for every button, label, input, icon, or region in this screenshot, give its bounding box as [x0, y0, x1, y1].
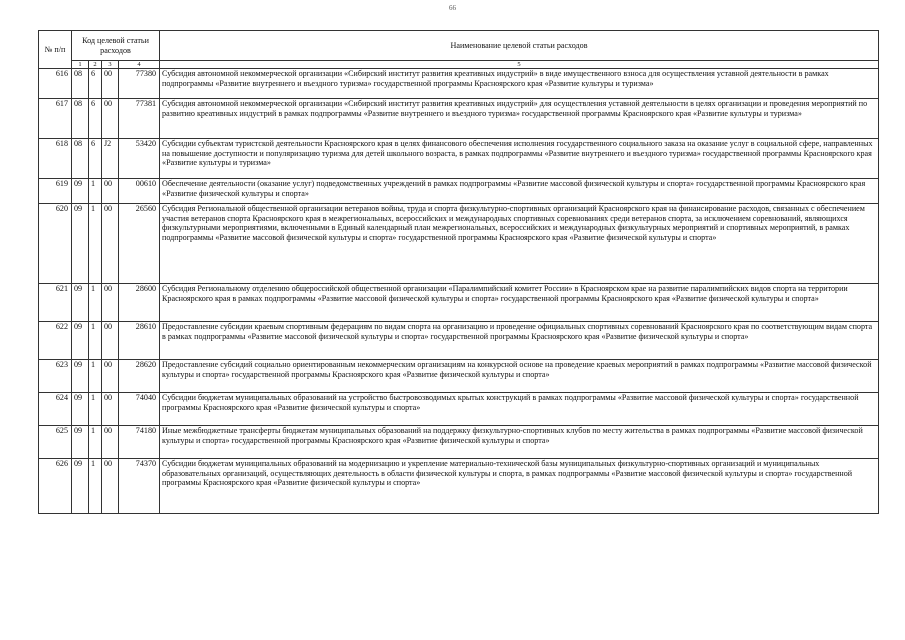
row-number: 620: [39, 204, 72, 284]
code-part-3: 00: [102, 284, 119, 322]
code-part-1: 09: [72, 426, 89, 459]
expense-name: Субсидии субъектам туристской деятельности Красноярского края в целях финансового обеспечения исполнения государственного социального заказа на оказание услуг в социальной сфере, направленных на повышение доступности и популяризацию туризма для детей школьного возраста, в рамках подпрограммы «Развитие внутреннего и въездного туризма» государственной программы Красноярского края «Развитие культуры и туризма»: [160, 139, 879, 179]
code-part-1: 09: [72, 179, 89, 204]
code-part-2: 6: [89, 99, 102, 139]
code-part-2: 1: [89, 426, 102, 459]
row-number: 623: [39, 360, 72, 393]
code-part-3: 00: [102, 99, 119, 139]
code-part-4: 28620: [119, 360, 160, 393]
row-number: 622: [39, 322, 72, 360]
code-part-4: 77381: [119, 99, 160, 139]
expense-name: Предоставление субсидии краевым спортивным федерациям по видам спорта на организацию и проведение официальных спортивных соревнований Красноярского края по соответствующим видам спорта в рамках подпрограммы «Развитие массовой физической культуры и спорта» государственной программы Красноярского края «Развитие физической культуры и спорта»: [160, 322, 879, 360]
row-number: 624: [39, 393, 72, 426]
table-row: [39, 204, 879, 284]
code-part-2: 1: [89, 204, 102, 284]
header-subnum: 3: [102, 61, 119, 69]
expense-name: Субсидия Региональной общественной организации ветеранов войны, труда и спорта физкультурно-спортивных организаций Красноярского края на финансирование расходов, связанных с обеспечением участия ветеранов спорта Красноярского края в межрегиональных, всероссийских и международных спортивных соревнованиях среди ветеранов спорта, за исключением соревнований, являющихся физкультурными мероприятиями, включенными в Единый календарный план межрегиональных, всероссийских и международных физкультурных мероприятий и спортивных мероприятий, в рамках подпрограммы «Развитие массовой физической культуры и спорта» государственной программы Красноярского края «Развитие физической культуры и спорта»: [160, 204, 879, 284]
code-part-4: 74180: [119, 426, 160, 459]
table-row: [39, 426, 879, 459]
code-part-4: 74040: [119, 393, 160, 426]
row-number: 618: [39, 139, 72, 179]
budget-table: [38, 30, 879, 514]
table-row: [39, 139, 879, 179]
code-part-4: 77380: [119, 69, 160, 99]
code-part-2: 1: [89, 360, 102, 393]
code-part-2: 1: [89, 179, 102, 204]
code-part-2: 6: [89, 69, 102, 99]
code-part-1: 09: [72, 459, 89, 514]
code-part-1: 09: [72, 204, 89, 284]
code-part-4: 28610: [119, 322, 160, 360]
code-part-2: 1: [89, 322, 102, 360]
code-part-1: 09: [72, 360, 89, 393]
row-number: 616: [39, 69, 72, 99]
header-name: Наименование целевой статьи расходов: [160, 31, 879, 61]
code-part-4: 74370: [119, 459, 160, 514]
header-subnum: 5: [160, 61, 879, 69]
row-number: 626: [39, 459, 72, 514]
table-row: [39, 179, 879, 204]
row-number: 617: [39, 99, 72, 139]
expense-name: Иные межбюджетные трансферты бюджетам муниципальных образований на поддержку физкультурно-спортивных клубов по месту жительства в рамках подпрограммы «Развитие массовой физической культуры и спорта» государственной программы Красноярского края «Развитие физической культуры и спорта»: [160, 426, 879, 459]
code-part-1: 09: [72, 322, 89, 360]
code-part-3: 00: [102, 179, 119, 204]
header-number: № п/п: [39, 31, 72, 69]
header-subnum: 1: [72, 61, 89, 69]
table-row: [39, 393, 879, 426]
code-part-4: 00610: [119, 179, 160, 204]
header-subnum: 4: [119, 61, 160, 69]
row-number: 621: [39, 284, 72, 322]
expense-name: Субсидия автономной некоммерческой организации «Сибирский институт развития креативных индустрий» в виде имущественного взноса для осуществления уставной деятельности в рамках подпрограммы «Развитие внутреннего и въездного туризма» государственной программы Красноярского края «Развитие культуры и туризма»: [160, 69, 879, 99]
expense-name: Предоставление субсидий социально ориентированным некоммерческим организациям на конкурсной основе на проведение краевых мероприятий в рамках подпрограммы «Развитие массовой физической культуры и спорта» государственной программы Красноярского края «Развитие физической культуры и спорта»: [160, 360, 879, 393]
code-part-1: 08: [72, 139, 89, 179]
code-part-3: 00: [102, 69, 119, 99]
code-part-3: J2: [102, 139, 119, 179]
code-part-2: 6: [89, 139, 102, 179]
expense-name: Субсидии бюджетам муниципальных образований на устройство быстровозводимых крытых конструкций в рамках подпрограммы «Развитие массовой физической культуры и спорта» государственной программы Красноярского края «Развитие физической культуры и спорта»: [160, 393, 879, 426]
code-part-3: 00: [102, 426, 119, 459]
code-part-1: 09: [72, 393, 89, 426]
expense-name: Субсидии бюджетам муниципальных образований на модернизацию и укрепление материально-технической базы муниципальных физкультурно-спортивных организаций и муниципальных образовательных организаций, осуществляющих деятельность в области физической культуры и спорта, в рамках подпрограммы «Развитие массовой физической культуры и спорта» государственной программы Красноярского края «Развитие физической культуры и спорта»: [160, 459, 879, 514]
table-row: [39, 284, 879, 322]
code-part-1: 08: [72, 69, 89, 99]
code-part-3: 00: [102, 393, 119, 426]
page-number: 66: [449, 4, 456, 12]
header-code: Код целевой статьи расходов: [72, 31, 160, 61]
code-part-4: 28600: [119, 284, 160, 322]
code-part-4: 26560: [119, 204, 160, 284]
table-row: [39, 459, 879, 514]
expense-name: Субсидия Региональному отделению общероссийской общественной организации «Паралимпийский комитет России» в Красноярском крае на развитие паралимпийских видов спорта на территории Красноярского края в рамках подпрограммы «Развитие массовой физической культуры и спорта» государственной программы Красноярского края «Развитие физической культуры и спорта»: [160, 284, 879, 322]
row-number: 625: [39, 426, 72, 459]
code-part-1: 08: [72, 99, 89, 139]
code-part-2: 1: [89, 393, 102, 426]
row-number: 619: [39, 179, 72, 204]
table-row: [39, 322, 879, 360]
code-part-1: 09: [72, 284, 89, 322]
code-part-2: 1: [89, 459, 102, 514]
code-part-3: 00: [102, 204, 119, 284]
table-body: [39, 69, 879, 514]
expense-name: Субсидия автономной некоммерческой организации «Сибирский институт развития креативных индустрий» для осуществления уставной деятельности в целях организации и проведения мероприятий по развитию креативных индустрий в рамках подпрограммы «Развитие внутреннего и въездного туризма» государственной программы Красноярского края «Развитие культуры и туризма»: [160, 99, 879, 139]
code-part-3: 00: [102, 322, 119, 360]
code-part-3: 00: [102, 360, 119, 393]
expense-name: Обеспечение деятельности (оказание услуг) подведомственных учреждений в рамках подпрограммы «Развитие массовой физической культуры и спорта» государственной программы Красноярского края «Развитие физической культуры и спорта»: [160, 179, 879, 204]
table-row: [39, 99, 879, 139]
table-row: [39, 69, 879, 99]
code-part-2: 1: [89, 284, 102, 322]
table-row: [39, 360, 879, 393]
header-subnum: 2: [89, 61, 102, 69]
code-part-3: 00: [102, 459, 119, 514]
code-part-4: 53420: [119, 139, 160, 179]
